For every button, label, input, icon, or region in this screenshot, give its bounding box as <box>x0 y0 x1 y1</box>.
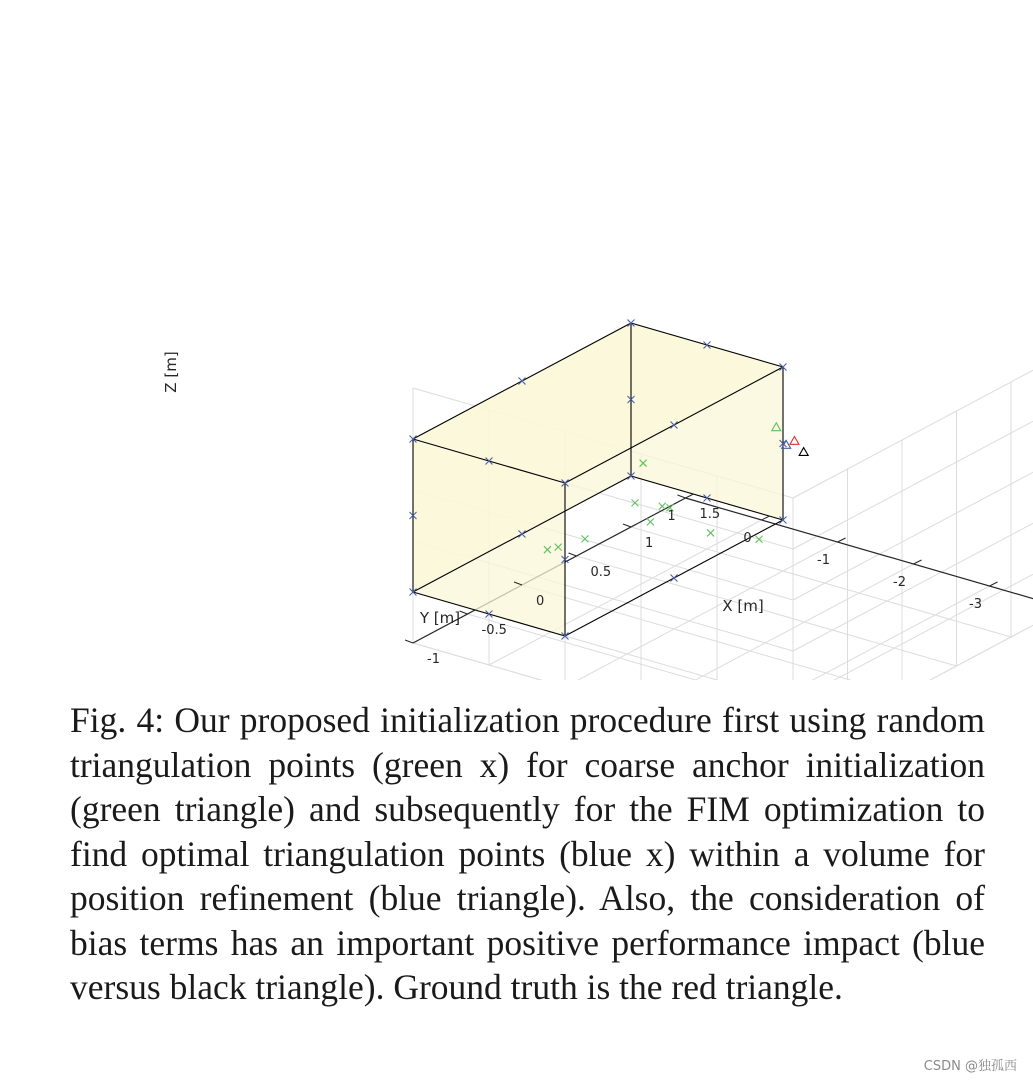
y-axis-line <box>686 498 1033 608</box>
y-tick-label: -3 <box>969 597 982 612</box>
x-marker <box>756 536 763 543</box>
x-marker <box>671 575 678 582</box>
y-tick-label: 1 <box>667 509 676 524</box>
y-tick-label: -2 <box>893 575 906 590</box>
grid-line <box>577 556 957 666</box>
x-marker <box>659 503 666 510</box>
y-tick-mark <box>762 516 770 520</box>
z-axis-label: Z [m] <box>162 351 180 393</box>
x-tick-label: -0.5 <box>481 623 507 638</box>
grid-line <box>686 498 1033 608</box>
triangle-marker <box>799 448 808 456</box>
x-tick-mark <box>460 611 468 614</box>
watermark: CSDN @独孤西 <box>923 1059 1017 1074</box>
grid-line <box>793 608 1033 680</box>
x-marker <box>707 529 714 536</box>
grid-line <box>793 353 1033 498</box>
x-marker <box>647 518 654 525</box>
volume-box <box>413 323 783 636</box>
x-tick-label: 0 <box>536 594 545 609</box>
y-tick-mark <box>686 494 694 498</box>
x-tick-mark <box>569 553 577 556</box>
grid-line <box>522 585 902 680</box>
x-tick-label: 1.5 <box>699 507 721 522</box>
x-tick-mark <box>678 495 686 498</box>
y-tick-label: -1 <box>817 553 830 568</box>
grid-line <box>565 542 838 680</box>
y-tick-mark <box>990 582 998 586</box>
x-axis-label: X [m] <box>722 597 764 615</box>
grid-line <box>793 404 1033 549</box>
grid-line <box>793 557 1033 680</box>
grid-line <box>413 643 793 680</box>
grid-line <box>793 455 1033 600</box>
x-tick-label: 0.5 <box>590 565 612 580</box>
grid-line <box>413 643 793 680</box>
triangle-marker <box>790 436 799 444</box>
x-tick-label: 1 <box>645 536 654 551</box>
y-axis-label: Y [m] <box>419 609 461 627</box>
x-tick-mark <box>623 524 631 527</box>
y-tick-label: 0 <box>743 531 752 546</box>
y-tick-mark <box>914 560 922 564</box>
y-tick-mark <box>838 538 846 542</box>
figure-caption: Fig. 4: Our proposed initialization procedure first using random triangulation points (green x) for coarse anchor initialization (green triangle) and subsequently for the FIM optimization to find optimal triangulation points (blue x) within a volume for position refinement (blue triangle). Also, the consideration of bias terms has an important positive performance impact (blue versus black triangle). Ground truth is the red triangle. <box>70 700 985 1007</box>
grid-line <box>641 564 914 680</box>
x-tick-label: -1 <box>427 652 440 667</box>
x-tick-mark <box>405 640 413 643</box>
